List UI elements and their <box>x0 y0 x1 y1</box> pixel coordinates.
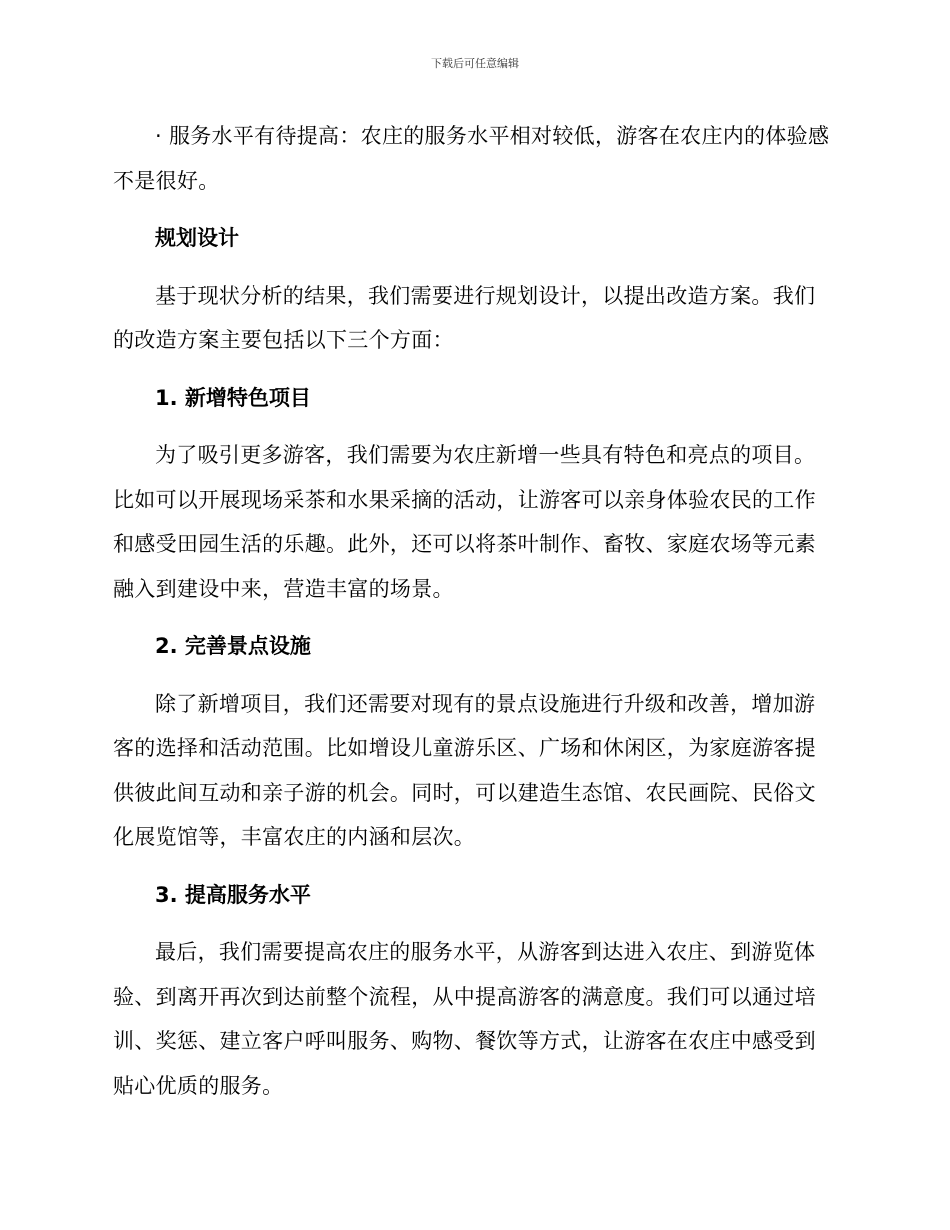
document-body <box>113 114 833 1108</box>
item-title-2: 2. 完善景点设施 <box>155 634 311 658</box>
item-body-1: 为了吸引更多游客，我们需要为农庄新增一些具有特色和亮点的项目。比如可以开展现场采茶和水果采摘的活动，让游客可以亲身体验农民的工作和感受田园生活的乐趣。此外，还可以将茶叶制作、畜牧、家庭农场等元素融入到建设中来，营造丰富的场景。 <box>113 443 816 601</box>
item-body-3: 最后，我们需要提高农庄的服务水平，从游客到达进入农庄、到游览体验、到离开再次到达前整个流程，从中提高游客的满意度。我们可以通过培训、奖惩、建立客户呼叫服务、购物、餐饮等方式，让游客在农庄中感受到贴心优质的服务。 <box>113 940 816 1098</box>
bullet-paragraph: · 服务水平有待提高：农庄的服务水平相对较低，游客在农庄内的体验感不是很好。 <box>113 124 830 193</box>
item-title-1: 1. 新增特色项目 <box>155 385 311 410</box>
page-header: 下载后可任意编辑 <box>431 57 519 70</box>
item-title-3: 3. 提高服务水平 <box>155 882 311 907</box>
item-body-2: 除了新增项目，我们还需要对现有的景点设施进行升级和改善，增加游客的选择和活动范围。比如增设儿童游乐区、广场和休闲区，为家庭游客提供彼此间互动和亲子游的机会。同时，可以建造生态馆、农民画院、民俗文化展览馆等，丰富农庄的内涵和层次。 <box>113 691 816 849</box>
intro-paragraph: 基于现状分析的结果，我们需要进行规划设计，以提出改造方案。我们的改造方案主要包括以下三个方面： <box>113 283 816 352</box>
section-title: 规划设计 <box>155 226 239 250</box>
